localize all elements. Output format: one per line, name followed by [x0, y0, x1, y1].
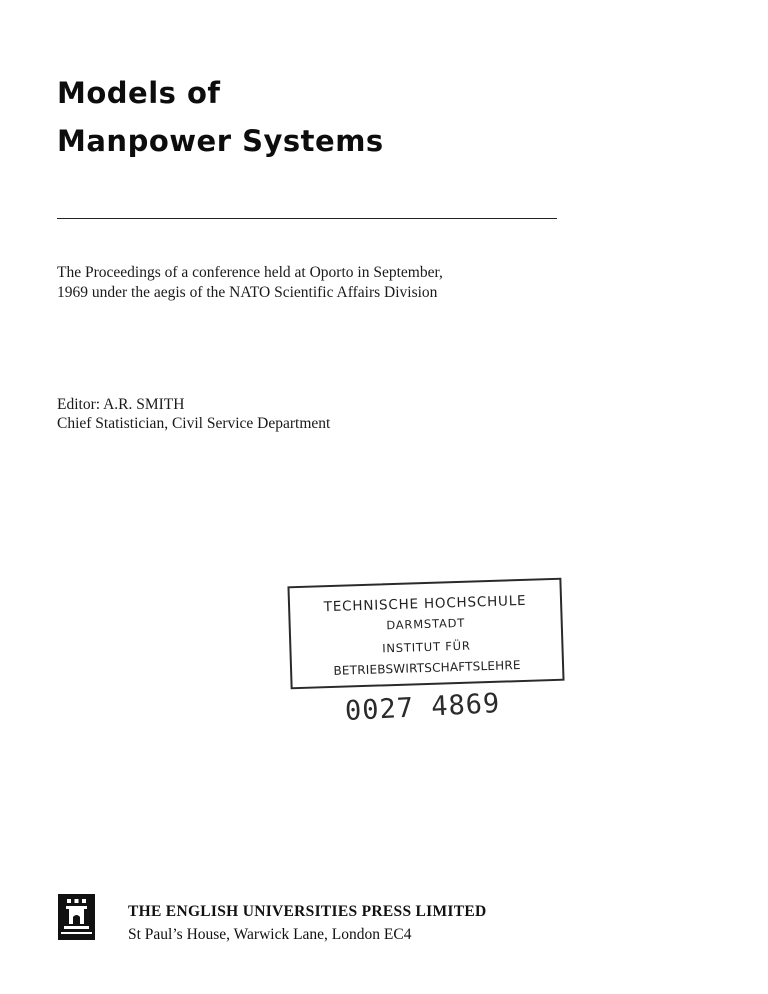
title-line-1: Models of: [57, 76, 221, 110]
castle-tower-icon: [58, 894, 95, 940]
handwritten-accession-number: 0027 4869: [344, 687, 502, 728]
stamp-line-3: INSTITUT FÜR: [381, 638, 471, 656]
publisher-name: THE ENGLISH UNIVERSITIES PRESS LIMITED: [128, 903, 487, 920]
editor-name: Editor: A.R. SMITH: [57, 396, 185, 413]
publisher-address: St Paul’s House, Warwick Lane, London EC4: [128, 926, 412, 943]
stamp-line-1: TECHNISCHE HOCHSCHULE: [323, 592, 527, 616]
stamp-line-4: BETRIEBSWIRTSCHAFTSLEHRE: [333, 658, 521, 678]
editor-title: Chief Statistician, Civil Service Department: [57, 415, 331, 432]
proceedings-line-1: The Proceedings of a conference held at Oporto in September,: [57, 264, 443, 281]
horizontal-rule: [57, 218, 557, 219]
library-stamp: [287, 578, 564, 690]
title-line-2: Manpower Systems: [57, 124, 384, 158]
stamp-line-2: DARMSTADT: [386, 615, 466, 633]
proceedings-line-2: 1969 under the aegis of the NATO Scientific Affairs Division: [57, 284, 438, 301]
